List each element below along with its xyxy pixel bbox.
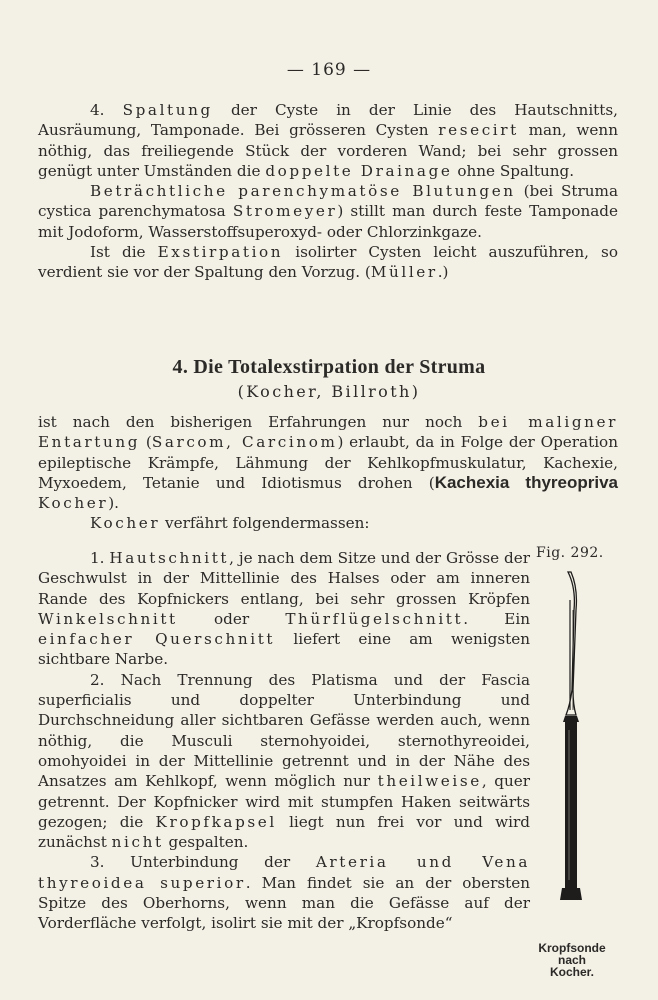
- caption-line: Kropfsonde: [538, 941, 606, 955]
- paragraph-maligner: [38, 412, 618, 513]
- paragraph-blutungen: [38, 181, 618, 242]
- paragraph-text: , quer getrennt. Der Kopfnicker wird mit stumpfen Haken seitwärts gezogen; die: [38, 772, 530, 831]
- emphasis-kropfkapsel: Kropfkapsel: [155, 812, 277, 831]
- paragraph-step-3: [38, 852, 530, 933]
- paragraph-text: Ist die: [90, 243, 158, 262]
- section-subheading: (Kocher, Billroth): [237, 382, 421, 401]
- paragraph-step-2: [38, 670, 530, 853]
- paragraph-number: 4.: [90, 101, 105, 119]
- paragraph-text: ohne Spaltung.: [452, 161, 575, 180]
- paragraph-text: (: [140, 433, 152, 452]
- paragraph-text: ).: [108, 494, 119, 513]
- kropfsonde-illustration: [546, 570, 596, 920]
- paragraph-text: 2. Nach Trennung des Platisma und der Fascia superficialis und doppelter Unterbindung und Durchschneidung aller sichtbaren Gefässe werden auch, wenn nöthig, die Musculi sternohyoidei, sternothyreoidei, omohyoidei in der Mittellinie getrennt und in der Nähe des Ansatzes am Kehlkopf, wenn möglich nur: [38, 670, 530, 791]
- emphasis-winkelschnitt: Winkelschnitt: [38, 609, 178, 628]
- emphasis-arteria: Arteria und Vena thyreoidea superior: [38, 853, 530, 892]
- author-name: Kocher: [90, 514, 161, 533]
- paragraph-text: man, wenn nöthig, das freiliegende Stück der vorderen Wand; bei sehr grossen genügt unter Umständen die: [38, 121, 618, 180]
- paragraph-text: isolirter Cysten leicht auszuführen, so verdient sie vor der Spaltung den Vorzug. (: [38, 243, 618, 282]
- emphasis-thuerfluegelschnitt: Thürflügelschnitt: [285, 609, 464, 628]
- step-number: 3. Unterbindung der: [90, 853, 316, 872]
- text-block-cyst-treatment: [38, 100, 618, 283]
- author-name: Stromeyer: [232, 202, 338, 221]
- author-name: Kocher: [38, 494, 109, 513]
- caption-line: nach: [557, 953, 586, 967]
- probe-tip: [566, 572, 576, 715]
- section-heading: 4. Die Totalexstirpation der Struma: [172, 356, 486, 378]
- caption-line: Kocher.: [549, 965, 594, 979]
- text-block-total-exstirpation: [38, 412, 618, 534]
- paragraph-text: liefert eine am wenigsten sichtbare Narbe.: [38, 630, 530, 669]
- paragraph-text: (bei Struma cystica parenchymatosa: [38, 182, 618, 221]
- paragraph-text: .): [437, 263, 449, 282]
- probe-handle-end: [560, 888, 582, 900]
- emphasis-nicht: nicht: [111, 833, 164, 852]
- emphasis-kachexia: Kachexia thyreopriva: [434, 472, 618, 492]
- emphasis-maligner: bei maligner Entartung: [38, 413, 618, 452]
- paragraph-text: der Cyste in der Linie des Hautschnitts, Ausräumung, Tamponade. Bei grösseren Cysten: [38, 101, 619, 140]
- page-number: — 169 —: [286, 60, 372, 80]
- step-number: 1.: [90, 549, 110, 567]
- emphasis-querschnitt: einfacher Querschnitt: [38, 630, 276, 649]
- paragraph-text: . Ein: [463, 609, 530, 628]
- paragraph-text: ) stillt man durch feste Tamponade mit Jodoform, Wasserstoffsuperoxyd- oder Chlorzinkgaze.: [38, 202, 618, 241]
- figure-label: Fig. 292.: [536, 545, 604, 561]
- paragraph-text: , je nach dem Sitze und der Grösse der Geschwulst in der Mittellinie des Halses oder am inneren Rande des Kopfnickers entlang, bei sehr grossen Kröpfen: [38, 549, 530, 608]
- emphasis-spaltung: Spaltung: [122, 101, 213, 119]
- text-block-steps: [38, 548, 530, 934]
- paragraph-text: ) erlaubt, da in Folge der Operation epileptische Krämpfe, Lähmung der Kehlkopfmuskulatur, Kachexie, Myxoedem, Tetanie und Idiotismus drohen (: [38, 433, 618, 492]
- paragraph-step-1: [38, 548, 530, 670]
- paragraph-text: gespalten.: [163, 833, 249, 852]
- probe-handle: [565, 720, 577, 890]
- emphasis-resecirt: resecirt: [438, 121, 519, 140]
- probe-handle-top: [563, 716, 579, 722]
- paragraph-exstirpation: [38, 242, 618, 283]
- author-name: Müller: [370, 263, 438, 282]
- emphasis-theilweise: theilweise: [377, 772, 482, 791]
- emphasis-exstirpation: Exstirpation: [157, 243, 284, 262]
- emphasis-sarcom: Sarcom, Carcinom: [151, 433, 338, 452]
- paragraph-spaltung: [38, 100, 618, 181]
- figure-caption: [534, 942, 610, 978]
- paragraph-text: oder: [177, 609, 286, 628]
- paragraph-text: ist nach den bisherigen Erfahrungen nur noch: [38, 413, 479, 431]
- emphasis-blutungen: Beträchtliche parenchymatöse Blutungen: [90, 182, 516, 201]
- emphasis-drainage: doppelte Drainage: [265, 161, 453, 180]
- paragraph-text: liegt nun frei vor und wird zunächst: [38, 812, 530, 852]
- emphasis-hautschnitt: Hautschnitt: [109, 549, 230, 567]
- paragraph-text: verfährt folgendermassen:: [160, 514, 370, 533]
- paragraph-text: . Man findet sie an der obersten Spitze des Oberhorns, wenn man die Gefässe auf der Vorderfläche verfolgt, isolirt sie mit der „Kropfsonde“: [38, 873, 531, 933]
- paragraph-kocher: [38, 513, 618, 533]
